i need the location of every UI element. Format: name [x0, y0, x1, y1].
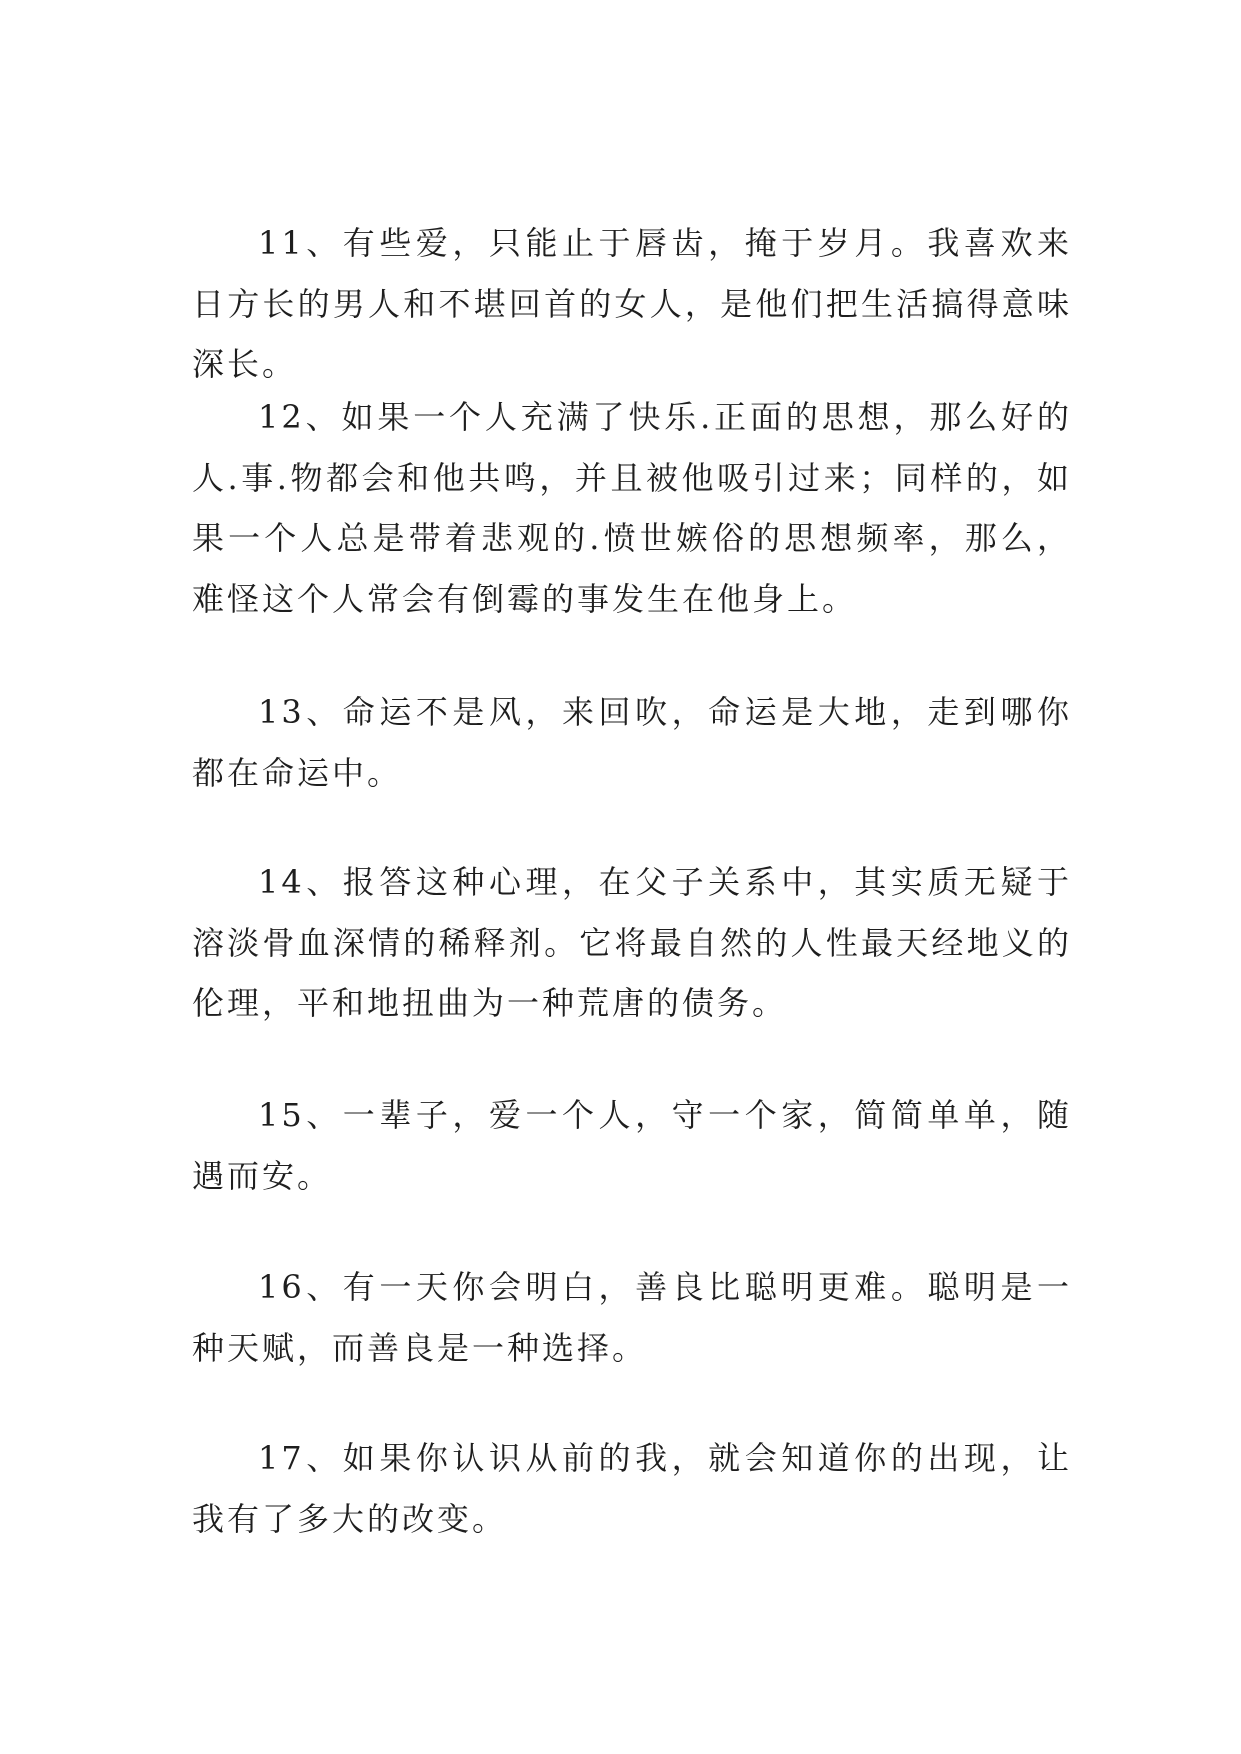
- paragraph-15: 15、一辈子，爱一个人，守一个家，简简单单，随遇而安。: [192, 1096, 1072, 1195]
- paragraph-11: 11、有些爱，只能止于唇齿，掩于岁月。我喜欢来日方长的男人和不堪回首的女人，是他们把生活搞得意味深长。: [192, 224, 1072, 383]
- paragraph-16: 16、有一天你会明白，善良比聪明更难。聪明是一种天赋，而善良是一种选择。: [192, 1268, 1072, 1367]
- paragraph-14: 14、报答这种心理，在父子关系中，其实质无疑于溶淡骨血深情的稀释剂。它将最自然的人性最天经地义的伦理，平和地扭曲为一种荒唐的债务。: [192, 863, 1072, 1022]
- paragraph-17: 17、如果你认识从前的我，就会知道你的出现，让我有了多大的改变。: [192, 1439, 1072, 1538]
- paragraph-12: 12、如果一个人充满了快乐.正面的思想，那么好的人.事.物都会和他共鸣，并且被他吸引过来；同样的，如果一个人总是带着悲观的.愤世嫉俗的思想频率，那么，难怪这个人常会有倒霉的事发生在他身上。: [192, 398, 1072, 618]
- paragraph-13: 13、命运不是风，来回吹，命运是大地，走到哪你都在命运中。: [192, 693, 1072, 792]
